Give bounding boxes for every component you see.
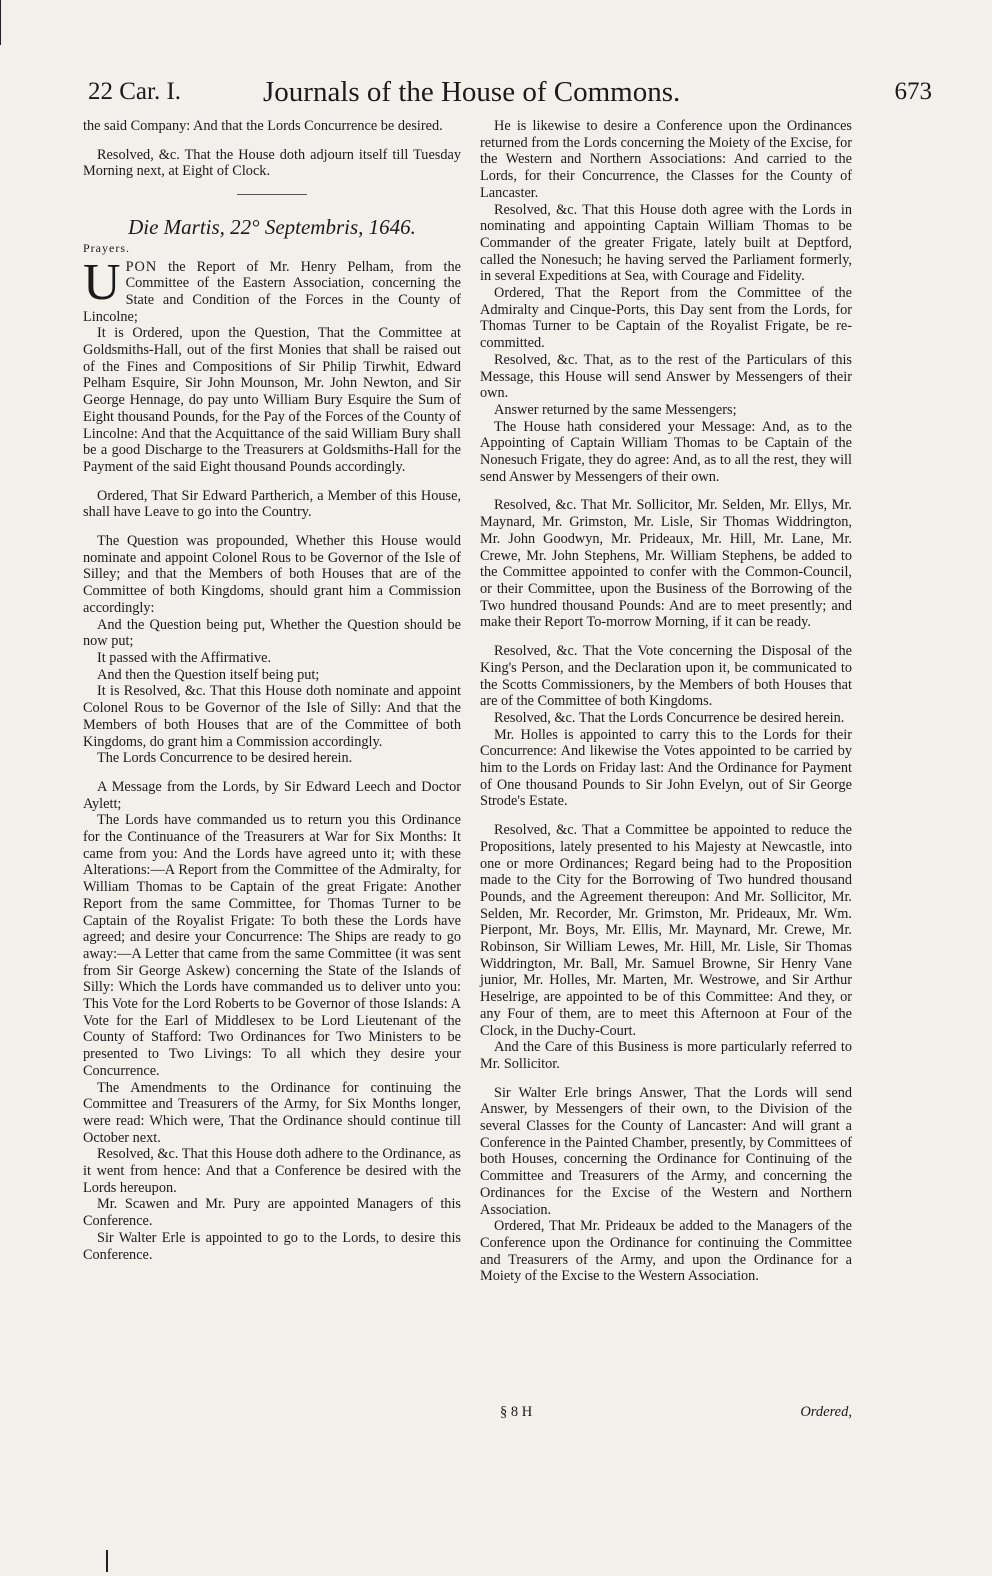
paragraph: Resolved, &c. That the House doth adjourn itself till Tuesday Morning next, at Eight of Clock.	[83, 146, 461, 180]
paragraph: Mr. Holles is appointed to carry this to the Lords for their Concurrence: And likewise the Votes appointed to be carried by him to the Lords on Friday last: And the Ordinance for Payment of One thousand Pounds to Sir John Evelyn, out of Sir George Strode's Estate.	[480, 726, 852, 810]
paragraph: Resolved, &c. That, as to the rest of the Particulars of this Message, this House will send Answer by Messengers of their own.	[480, 351, 852, 402]
running-title: Journals of the House of Commons.	[263, 76, 681, 108]
paragraph: It is Resolved, &c. That this House doth nominate and appoint Colonel Rous to be Governor of the Isle of Silly: And that the Members of both Houses that are of the Committee of both Kingdoms, do grant him a Commission accordingly.	[83, 683, 461, 750]
divider	[237, 194, 307, 195]
small-caps: PON	[125, 258, 158, 275]
prayers-heading: Prayers.	[83, 240, 130, 255]
page-footer	[480, 1404, 852, 1424]
paragraph: And then the Question itself being put;	[97, 666, 320, 683]
paragraph: The Lords have commanded us to return you this Ordinance for the Continuance of the Treasurers at War for Six Months: It came from you: And the Lords have agreed unto it; with these Alterations:—A Report from the Committee of the Admiralty, for William Thomas to be Captain of the great Frigate: Another Report from the same Committee, for Thomas Turner to be Captain of the Royalist Frigate: To both these the Lords have agreed; and desire your Concurrence: The Ships are ready to go away:—A Letter that came from the same Committee (it was sent from Sir George Askew) concerning the State of the Islands of Silly: Which the Lords have commanded us to deliver unto you: This Vote for the Lord Roberts to be Governor of those Islands: A Vote for the Earl of Middlesex to be Lord Lieutenant of the County of Stafford: Two Ordinances for Two Ministers to be presented to Two Livings: To all which they desire your Concurrence.	[83, 812, 461, 1079]
drop-cap: U	[83, 253, 121, 311]
paragraph: Mr. Scawen and Mr. Pury are appointed Managers of this Conference.	[83, 1196, 461, 1230]
signature-mark: § 8 H	[500, 1404, 533, 1420]
paragraph	[83, 253, 461, 326]
margin-mark	[106, 1550, 108, 1572]
catchword: Ordered,	[800, 1404, 852, 1420]
paragraph: And the Question being put, Whether the Question should be now put;	[83, 616, 461, 650]
paragraph: The Lords Concurrence to be desired herein.	[97, 750, 353, 767]
left-column	[83, 118, 461, 1263]
page-number: 673	[894, 78, 932, 105]
page-header	[88, 78, 932, 118]
paragraph-text: the Report of Mr. Henry Pelham, from the Committee of the Eastern Association, concerning the State and Condition of the Forces in the County of Lincolne;	[83, 258, 461, 325]
paragraph: It is Ordered, upon the Question, That the Committee at Goldsmiths-Hall, out of the first Monies that shall be raised out of the Fines and Compositions of Sir Philip Tirwhit, Edward Pelham Esquire, Sir John Mounson, Mr. John Newton, and Sir George Hennage, do pay unto William Bury Esquire the Sum of Eight thousand Pounds, for the Pay of the Forces of the County of Lincolne: And that the Acquittance of the said William Bury shall be a good Discharge to the Treasurers at Goldsmiths-Hall for the Payment of the said Eight thousand Pounds accordingly.	[83, 325, 461, 475]
paragraph: Resolved, &c. That the Lords Concurrence be desired herein.	[494, 709, 845, 726]
paragraph: Resolved, &c. That Mr. Sollicitor, Mr. Selden, Mr. Ellys, Mr. Maynard, Mr. Grimston, Mr. Lisle, Sir Thomas Widdrington, Mr. John Goodwyn, Mr. Prideaux, Mr. Hill, Mr. Lane, Mr. Crewe, Mr. John Stephens, Mr. William Stephens, be added to the Committee appointed to confer with the Common-Council, or their Committee, upon the Business of the Borrowing of the Two hundred thousand Pounds: And are to meet presently; and make their Report To-morrow Morning, if it can be ready.	[480, 497, 852, 631]
margin-line	[0, 0, 1, 45]
paragraph: Resolved, &c. That the Vote concerning the Disposal of the King's Person, and the Declaration upon it, be communicated to the Scotts Commissioners, by the Members of both Houses that are of the Committee of both Kingdoms.	[480, 643, 852, 710]
paragraph: Resolved, &c. That this House doth adhere to the Ordinance, as it went from hence: And that a Conference be desired with the Lords hereupon.	[83, 1146, 461, 1196]
paragraph: He is likewise to desire a Conference upon the Ordinances returned from the Lords concerning the Moiety of the Excise, for the Western and Northern Associations: And carried to the Lords, for their Concurrence, the Classes for the County of Lancaster.	[480, 118, 852, 201]
paragraph: And the Care of this Business is more particularly referred to Mr. Sollicitor.	[480, 1039, 852, 1072]
right-column	[480, 118, 852, 1285]
paragraph: the said Company: And that the Lords Concurrence be desired.	[83, 118, 443, 134]
paragraph: Ordered, That Mr. Prideaux be added to the Managers of the Conference upon the Ordinance for continuing the Committee and Treasurers of the Army, and upon the Ordinance for a Moiety of the Excise to the Western Association.	[480, 1218, 852, 1285]
paragraph: Sir Walter Erle is appointed to go to the Lords, to desire this Conference.	[83, 1229, 461, 1263]
paragraph: A Message from the Lords, by Sir Edward Leech and Doctor Aylett;	[83, 778, 461, 812]
paragraph: The Amendments to the Ordinance for continuing the Committee and Treasurers of the Army, for Six Months longer, were read: Which were, That the Ordinance should continue till October next.	[83, 1079, 461, 1146]
regnal-year: 22 Car. I.	[88, 78, 182, 105]
paragraph: Resolved, &c. That this House doth agree with the Lords in nominating and appointing Captain William Thomas to be Commander of the greater Frigate, lately built at Deptford, called the Nonesuch; he having served the Parliament formerly, in several Expeditions at Sea, with Courage and Fidelity.	[480, 201, 852, 285]
paragraph: It passed with the Affirmative.	[97, 649, 272, 666]
paragraph: Resolved, &c. That a Committee be appointed to reduce the Propositions, lately presented to his Majesty at Newcastle, into one or more Ordinances; Regard being had to the Proposition made to the City for the Borrowing of Two hundred thousand Pounds, and the Agreement thereupon: And Mr. Sollicitor, Mr. Selden, Mr. Recorder, Mr. Grimston, Mr. Prideaux, Mr. Wm. Pierpont, Mr. Boys, Mr. Ellis, Mr. Maynard, Mr. Crewe, Mr. Robinson, Sir William Lewes, Mr. Hill, Mr. Lisle, Sir Thomas Widdrington, Mr. Ball, Mr. Samuel Browne, Sir Henry Vane junior, Mr. Holles, Mr. Marten, Mr. Westrowe, and Sir Arthur Heselrige, are appointed to be of this Committee: And they, or any Four of them, are to meet this Afternoon at Four of the Clock, in the Duchy-Court.	[480, 822, 852, 1039]
paragraph: The Question was propounded, Whether this House would nominate and appoint Colonel Rous to be Governor of the Isle of Silley; and that the Members of both Houses that are of the Committee of both Kingdoms, should grant him a Commission accordingly:	[83, 533, 461, 616]
paragraph: Answer returned by the same Messengers;	[494, 401, 737, 418]
paragraph: Ordered, That Sir Edward Partherich, a Member of this House, shall have Leave to go into the Country.	[83, 487, 461, 521]
paragraph: Sir Walter Erle brings Answer, That the Lords will send Answer, by Messengers of their own, to the Division of the several Classes for the County of Lancaster: And will grant a Conference in the Painted Chamber, presently, by Committees of both Houses, concerning the Ordinance for Continuing of the Committee and Treasurers of the Army, and concerning the Ordinances for the Excise of the Western and Northern Association.	[480, 1084, 852, 1218]
day-heading: Die Martis, 22° Septembris, 1646.	[128, 215, 416, 240]
paragraph: The House hath considered your Message: And, as to the Appointing of Captain William Thomas to be Captain of the Nonesuch Frigate, they do agree: And, as to all the rest, they will send Answer by Messengers of their own.	[480, 418, 852, 485]
paragraph: Ordered, That the Report from the Committee of the Admiralty and Cinque-Ports, this Day sent from the Lords, for Thomas Turner to be Captain of the Royalist Frigate, be re-committed.	[480, 285, 852, 352]
